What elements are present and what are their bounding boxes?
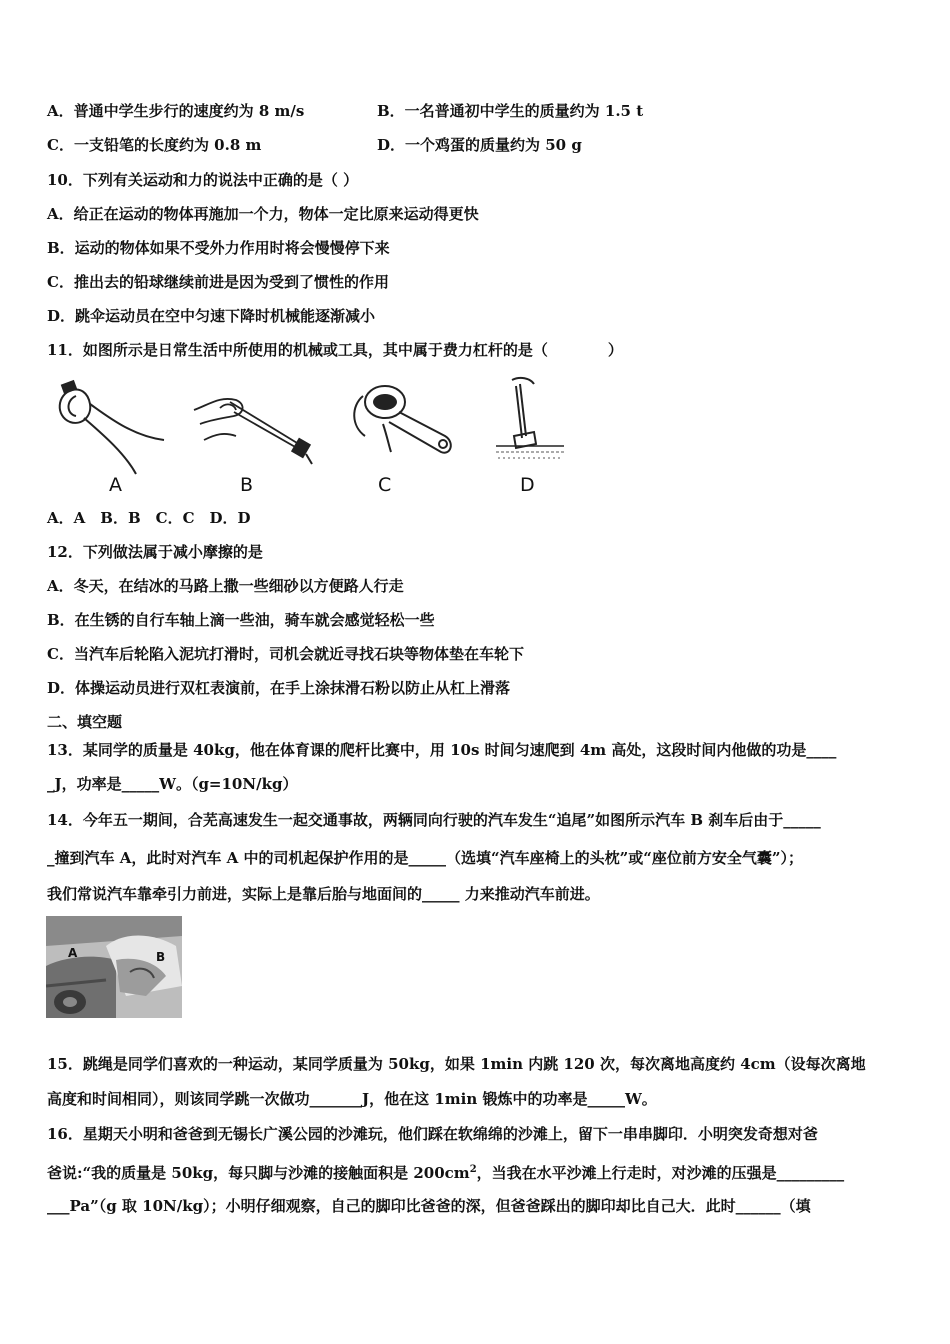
figure-label-d: D: [520, 474, 535, 496]
q12-stem: 12．下列做法属于减小摩擦的是: [47, 543, 263, 561]
photo-label-a: A: [68, 946, 78, 960]
figure-label-c: C: [378, 474, 392, 496]
q14-line-3: 我们常说汽车靠牵引力前进，实际上是靠后胎与地面间的_____ 力来推动汽车前进。: [47, 885, 600, 903]
car-crash-photo: [46, 916, 182, 1018]
q12-option-c: C．当汽车后轮陷入泥坑打滑时，司机会就近寻找石块等物体垫在车轮下: [47, 645, 524, 663]
q13-line-1: 13．某同学的质量是 40kg，他在体育课的爬杆比赛中，用 10s 时间匀速爬到 4m 高处，这段时间内他做的功是____: [47, 741, 837, 759]
q9-option-d: D．一个鸡蛋的质量约为 50 g: [377, 136, 582, 154]
section-heading: 二、填空题: [47, 713, 123, 731]
q9-option-a: A．普通中学生步行的速度约为 8 m/s: [47, 102, 305, 120]
superscript-2: 2: [469, 1164, 477, 1175]
q10-option-d: D．跳伞运动员在空中匀速下降时机械能逐渐减小: [47, 307, 376, 325]
bottle-opener-figure: [345, 376, 465, 476]
q9-option-b: B．一名普通初中学生的质量约为 1.5 t: [377, 102, 644, 120]
q10-stem: 10．下列有关运动和力的说法中正确的是（ ）: [47, 171, 359, 189]
photo-label-b: B: [156, 950, 166, 964]
q12-option-b: B．在生锈的自行车轴上滴一些油，骑车就会感觉轻松一些: [47, 611, 435, 629]
q16-line-3: ___Pa”（g 取 10N/kg）；小明仔细观察，自己的脚印比爸爸的深，但爸爸踩出的脚印却比自己大．此时______（填: [47, 1197, 811, 1215]
q10-option-a: A．给正在运动的物体再施加一个力，物体一定比原来运动得更快: [47, 205, 479, 223]
q16-line-2: [47, 1160, 844, 1183]
q15-line-1: 15．跳绳是同学们喜欢的一种运动，某同学质量为 50kg，如果 1min 内跳 120 次，每次离地高度约 4cm（设每次离地: [47, 1055, 866, 1073]
pincers-figure: [52, 376, 172, 476]
figure-label-a: A: [109, 474, 122, 496]
q15-line-2: 高度和时间相同），则该同学跳一次做功_______J，他在这 1min 锻炼中的功率是_____W。: [47, 1090, 657, 1108]
q10-option-b: B．运动的物体如果不受外力作用时将会慢慢停下来: [47, 239, 390, 257]
q14-line-2: _撞到汽车 A，此时对汽车 A 中的司机起保护作用的是_____（选填“汽车座椅上的头枕”或“座位前方安全气囊”）；: [47, 849, 803, 867]
q10-option-c: C．推出去的铅球继续前进是因为受到了惯性的作用: [47, 273, 389, 291]
screwdriver-figure: [190, 380, 320, 470]
q12-option-a: A．冬天，在结冰的马路上撒一些细砂以方便路人行走: [47, 577, 404, 595]
q11-stem: 11．如图所示是日常生活中所使用的机械或工具，其中属于费力杠杆的是（ ）: [47, 341, 623, 359]
q16-line-2-start: 爸说:“我的质量是 50kg，每只脚与沙滩的接触面积是 200cm: [47, 1164, 470, 1182]
q12-option-d: D．体操运动员进行双杠表演前，在手上涂抹滑石粉以防止从杠上滑落: [47, 679, 511, 697]
figure-label-b: B: [240, 474, 254, 496]
q9-option-c: C．一支铅笔的长度约为 0.8 m: [47, 136, 262, 154]
q14-line-1: 14．今年五一期间，合芜高速发生一起交通事故，两辆同向行驶的汽车发生“追尾”如图所示汽车 B 刹车后由于_____: [47, 811, 821, 829]
spade-figure: [490, 374, 570, 464]
q11-options: A．A B．B C．C D．D: [47, 509, 251, 527]
q13-line-2: _J，功率是_____W。（g=10N/kg）: [47, 775, 298, 793]
q16-line-1: 16．星期天小明和爸爸到无锡长广溪公园的沙滩玩，他们踩在软绵绵的沙滩上，留下一串串脚印．小明突发奇想对爸: [47, 1125, 818, 1143]
q16-line-2-end: ，当我在水平沙滩上行走时，对沙滩的压强是_________: [476, 1164, 845, 1182]
